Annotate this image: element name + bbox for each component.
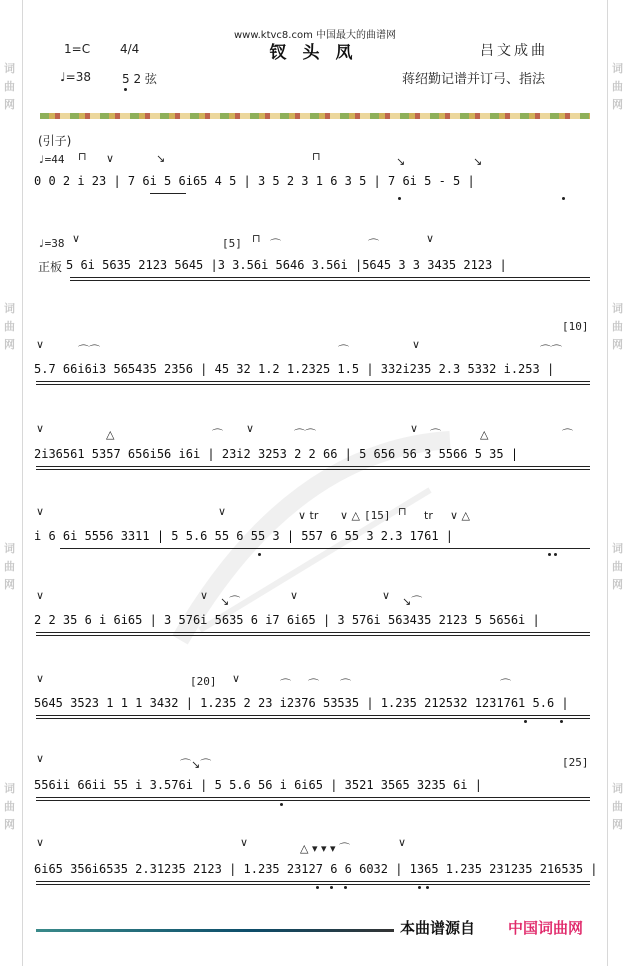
- beam-line: [36, 632, 590, 633]
- low-octave-dot: [560, 720, 563, 723]
- beam-line: [36, 469, 590, 470]
- side-char: 曲: [4, 800, 15, 813]
- beam-line: [150, 193, 186, 194]
- notation-text: 556ii 66ii 55 i 3.576i | 5 5.6 56 i 6i65 | 3521 3565 3235 6i |: [34, 778, 482, 792]
- side-char: 曲: [612, 320, 623, 333]
- notation-line-9: [34, 862, 598, 882]
- notation-text: 5.7 66i6i3 565435 2356 | 45 32 1.2 1.2325 1.5 | 332i235 2.3 5332 i.253 |: [34, 362, 555, 376]
- section-tempo: ♩=38: [38, 237, 65, 250]
- up-bow-mark: ∨: [232, 672, 241, 685]
- notation-line-3: [34, 362, 590, 382]
- beam-line: [36, 384, 590, 385]
- measure-number: [5]: [222, 237, 242, 250]
- side-char: 词: [612, 782, 623, 795]
- side-char: 曲: [612, 560, 623, 573]
- side-char: 词: [4, 302, 15, 315]
- down-bow-mark: ⊓: [398, 505, 407, 518]
- harmonic-mark: △: [480, 428, 489, 441]
- low-octave-dot: [344, 886, 347, 889]
- side-char: 词: [4, 62, 15, 75]
- side-char: 网: [4, 578, 15, 591]
- up-bow-mark: ∨: [412, 338, 421, 351]
- up-bow-mark: ∨: [36, 422, 45, 435]
- slur-mark: ⌒: [562, 428, 573, 441]
- side-char: 网: [612, 98, 623, 111]
- song-title: 钗头凤: [269, 43, 369, 63]
- slur-mark: ⌒⌒: [540, 344, 562, 357]
- side-char: 网: [612, 338, 623, 351]
- slide-mark: ↘: [473, 155, 483, 168]
- low-octave-dot: [524, 720, 527, 723]
- side-char: 网: [612, 578, 623, 591]
- header-ornament-divider: [40, 113, 590, 119]
- slur-mark: ⌒: [430, 428, 441, 441]
- side-char: 曲: [612, 800, 623, 813]
- up-bow-mark: ∨: [398, 836, 407, 849]
- measure-number: [15]: [364, 509, 391, 522]
- side-char: 曲: [4, 560, 15, 573]
- low-octave-dot: [426, 886, 429, 889]
- low-octave-dot: [316, 886, 319, 889]
- low-octave-dot: [258, 553, 261, 556]
- beam-line: [36, 797, 590, 798]
- string-tuning: 5 2 弦: [122, 72, 157, 86]
- beam-line: [36, 635, 590, 636]
- composer: 吕文成曲: [480, 43, 548, 59]
- arranger-note: 蒋绍勤记谱并订弓、指法: [402, 72, 546, 87]
- beam-line: [36, 718, 590, 719]
- up-bow-mark: ∨: [36, 836, 45, 849]
- footer-source-text: 本曲谱源自: [400, 919, 476, 937]
- measure-number: [10]: [562, 320, 589, 333]
- notation-line-5: [34, 529, 590, 549]
- intro-tempo: ♩=44: [38, 153, 65, 166]
- measure-number: [20]: [190, 675, 217, 688]
- side-char: 网: [4, 98, 15, 111]
- harmonic-mark: △: [106, 428, 115, 441]
- up-bow-mark: ∨: [410, 422, 419, 435]
- low-octave-dot: [548, 553, 551, 556]
- slur-mark: ⌒: [212, 428, 223, 441]
- up-bow-mark: ∨: [72, 232, 81, 245]
- slur-mark: ⌒↘⌒: [180, 758, 212, 771]
- beam-line: [36, 884, 590, 885]
- beam-line: [60, 548, 590, 549]
- notation-text: 5 6i 5635 2123 5645 |3 3.56i 5646 3.56i |5645 3 3 3435 2123 |: [66, 258, 507, 272]
- harmonic-mark: ∨ △: [450, 509, 471, 522]
- up-bow-mark: ∨: [426, 232, 435, 245]
- notation-line-8: [34, 778, 590, 798]
- low-octave-dot: [330, 886, 333, 889]
- side-char: 词: [4, 782, 15, 795]
- beam-line: [36, 881, 590, 882]
- notation-text: 6i65 356i6535 2.31235 2123 | 1.235 23127 6 6 6032 | 1365 1.235 231235 216535 |: [34, 862, 598, 876]
- beam-line: [36, 381, 590, 382]
- site-url[interactable]: www.ktvc8.com 中国最大的曲谱网: [233, 30, 396, 41]
- notation-text: i 6 6i 5556 3311 | 5 5.6 55 6 55 3 | 557 6 55 3 2.3 1761 |: [34, 529, 454, 543]
- up-bow-mark: ∨: [36, 338, 45, 351]
- side-char: 词: [612, 302, 623, 315]
- up-bow-mark: ∨: [36, 672, 45, 685]
- notation-line-2: [66, 258, 590, 278]
- trill-mark: tr: [424, 509, 433, 522]
- section-label: 正板: [38, 260, 63, 274]
- slur-mark: ⌒: [500, 678, 511, 691]
- up-bow-mark: ∨: [200, 589, 209, 602]
- up-bow-mark: ∨: [246, 422, 255, 435]
- up-bow-mark: ∨: [240, 836, 249, 849]
- up-bow-mark: ∨: [36, 752, 45, 765]
- low-octave-dot: [418, 886, 421, 889]
- footer-divider: [36, 929, 394, 932]
- slur-mark: ⌒: [280, 678, 291, 691]
- down-bow-mark: ⊓: [252, 232, 261, 245]
- beam-line: [70, 280, 590, 281]
- side-char: 词: [612, 62, 623, 75]
- side-char: 网: [4, 338, 15, 351]
- slur-mark: ⌒: [270, 238, 281, 251]
- slide-mark: ↘: [156, 152, 166, 165]
- up-bow-mark: ∨: [36, 505, 45, 518]
- right-border-strip: [607, 0, 630, 966]
- notation-line-1: [34, 174, 590, 194]
- beam-line: [70, 277, 590, 278]
- slur-mark: ↘⌒: [402, 595, 423, 608]
- side-char: 曲: [4, 80, 15, 93]
- low-octave-dot: [280, 803, 283, 806]
- slur-mark: ⌒: [338, 344, 349, 357]
- measure-number: [25]: [562, 756, 589, 769]
- side-char: 曲: [612, 80, 623, 93]
- time-signature: 4/4: [120, 42, 140, 56]
- notation-text: 2 2 35 6 i 6i65 | 3 576i 5635 6 i7 6i65 | 3 576i 563435 2123 5 5656i |: [34, 613, 540, 627]
- low-octave-dot: [554, 553, 557, 556]
- up-bow-mark: ∨: [218, 505, 227, 518]
- notation-text: 5645 3523 1 1 1 3432 | 1.235 2 23 i2376 53535 | 1.235 212532 1231761 5.6 |: [34, 696, 569, 710]
- low-octave-dot: [398, 197, 401, 200]
- slur-mark: ⌒: [308, 678, 319, 691]
- harmonic-mark: ∨ △: [340, 509, 361, 522]
- side-char: 词: [4, 542, 15, 555]
- side-char: 网: [612, 818, 623, 831]
- slur-mark: ↘⌒: [220, 595, 241, 608]
- up-bow-mark: ∨: [382, 589, 391, 602]
- trill-mark: ∨ tr: [298, 509, 319, 522]
- notation-line-7: [34, 696, 590, 716]
- left-border-strip: [0, 0, 23, 966]
- notation-text: 0 0 2 i 23 | 7 6i 5 6i65 4 5 | 3 5 2 3 1 6 3 5 | 7 6i 5 - 5 |: [34, 174, 475, 188]
- footer-brand-link[interactable]: 中国词曲网: [508, 919, 584, 937]
- low-octave-dot: [124, 88, 127, 91]
- slur-mark: ⌒⌒: [294, 428, 316, 441]
- side-char: 曲: [4, 320, 15, 333]
- side-char: 网: [4, 818, 15, 831]
- slur-mark: ⌒⌒: [78, 344, 100, 357]
- down-bow-mark: ⊓: [78, 150, 87, 163]
- intro-label: (引子): [38, 134, 72, 148]
- low-octave-dot: [562, 197, 565, 200]
- slur-mark: ⌒: [368, 238, 379, 251]
- fingering-mark: ∨: [106, 152, 115, 165]
- accent-marks: △ ▾ ▾ ▾ ⌒: [300, 842, 351, 855]
- key-signature: 1=C: [64, 42, 91, 56]
- beam-line: [36, 715, 590, 716]
- beam-line: [36, 466, 590, 467]
- slide-mark: ↘: [396, 155, 406, 168]
- side-char: 词: [612, 542, 623, 555]
- up-bow-mark: ∨: [36, 589, 45, 602]
- notation-line-4: [34, 447, 590, 467]
- tempo-marking: ♩=38: [60, 70, 91, 84]
- down-bow-mark: ⊓: [312, 150, 321, 163]
- up-bow-mark: ∨: [290, 589, 299, 602]
- beam-line: [36, 800, 590, 801]
- slur-mark: ⌒: [340, 678, 351, 691]
- notation-text: 2i36561 5357 656i56 i6i | 23i2 3253 2 2 66 | 5 656 56 3 5566 5 35 |: [34, 447, 519, 461]
- notation-line-6: [34, 613, 590, 633]
